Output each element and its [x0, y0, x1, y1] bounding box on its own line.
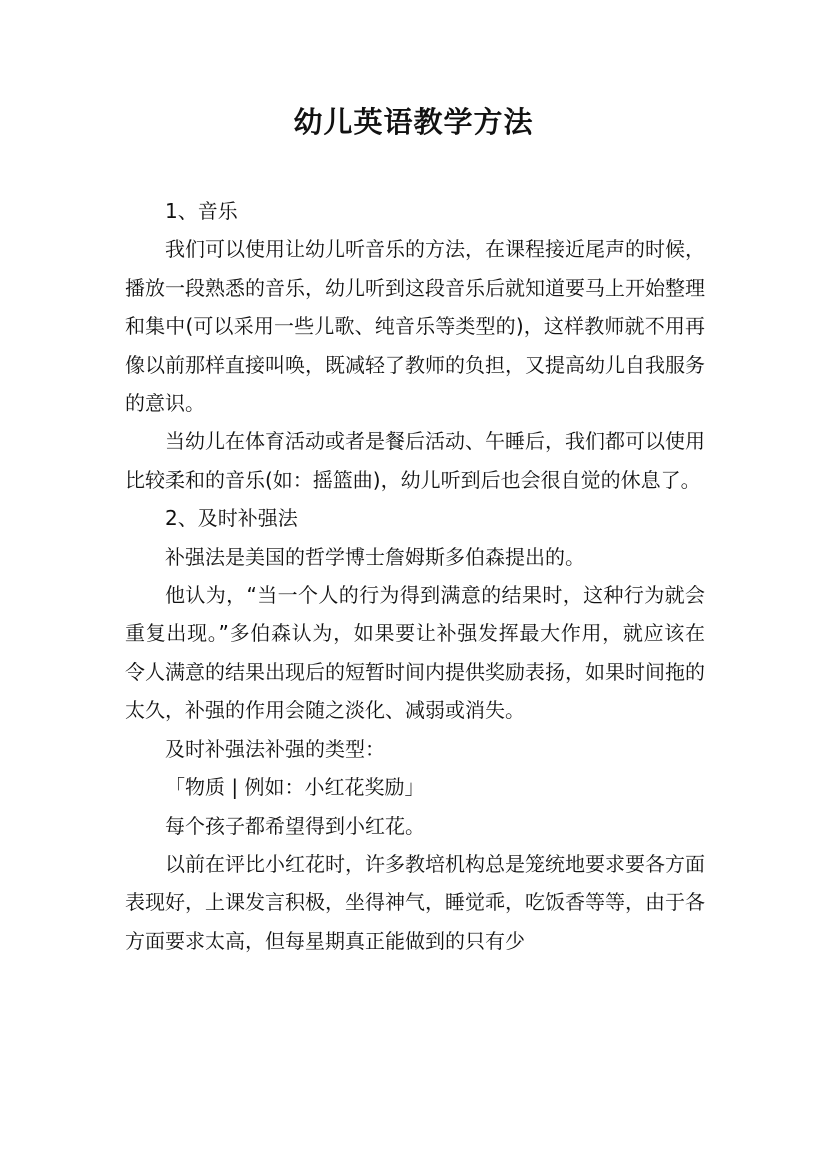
paragraph: 当幼儿在体育活动或者是餐后活动、午睡后，我们都可以使用比较柔和的音乐(如：摇篮曲)，幼儿听到后也会很自觉的休息了。	[125, 429, 705, 492]
paragraph: 及时补强法补强的类型：	[165, 736, 385, 761]
paragraph: 每个孩子都希望得到小红花。	[165, 813, 425, 838]
paragraph: 他认为，“当一个人的行为得到满意的结果时，这种行为就会重复出现。”多伯森认为，如果要让补强发挥最大作用，就应该在令人满意的结果出现后的短暂时间内提供奖励表扬，如果时间拖的太久，补强的作用会随之淡化、减弱或消失。	[125, 583, 705, 723]
paragraph: 以前在评比小红花时，许多教培机构总是笼统地要求要各方面表现好，上课发言积极，坐得神气，睡觉乖，吃饭香等等，由于各方面要求太高，但每星期真正能做到的只有少	[125, 851, 705, 953]
paragraph: 我们可以使用让幼儿听音乐的方法，在课程接近尾声的时候，播放一段熟悉的音乐，幼儿听到这段音乐后就知道要马上开始整理和集中(可以采用一些儿歌、纯音乐等类型的)，这样教师就不用再像以前那样直接叫唤，既减轻了教师的负担，又提高幼儿自我服务的意识。	[125, 237, 705, 416]
document-body	[125, 192, 705, 960]
paragraph: 「物质 | 例如：小红花奖励」	[165, 775, 425, 800]
section-heading-reinforcement: 2、及时补强法	[165, 506, 298, 531]
document-title: 幼儿英语教学方法	[293, 105, 534, 139]
section-heading-music: 1、音乐	[165, 199, 238, 223]
paragraph: 补强法是美国的哲学博士詹姆斯多伯森提出的。	[165, 544, 585, 569]
